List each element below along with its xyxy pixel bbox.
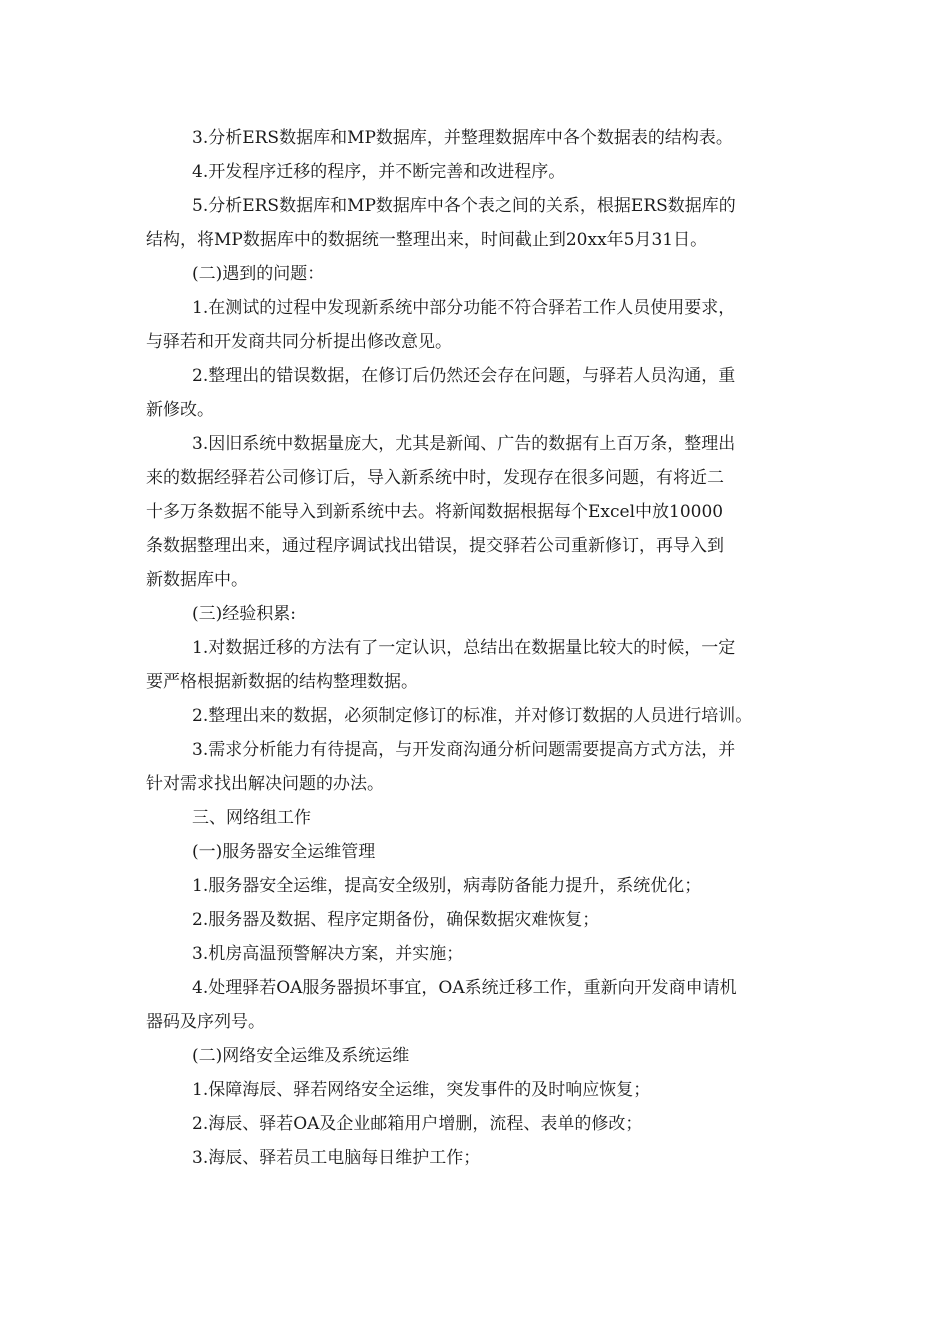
text-line: 与驿若和开发商共同分析提出修改意见。 [146,332,452,352]
document-body [146,121,810,1175]
text-line: 3.海辰、驿若员工电脑每日维护工作； [192,1148,481,1168]
text-line: 1.服务器安全运维，提高安全级别，病毒防备能力提升，系统优化； [192,876,702,896]
text-line: 新修改。 [146,400,214,420]
text-line: 3.分析ERS数据库和MP数据库，并整理数据库中各个数据表的结构表。 [192,128,733,148]
text-line: 器码及序列号。 [146,1012,265,1032]
text-line: 十多万条数据不能导入到新系统中去。将新闻数据根据每个Excel中放10000 [146,502,724,522]
text-line: 5.分析ERS数据库和MP数据库中各个表之间的关系，根据ERS数据库的 [192,196,736,216]
text-line: (三)经验积累: [192,604,296,624]
text-line: 2.整理出的错误数据，在修订后仍然还会存在问题，与驿若人员沟通，重 [192,366,736,386]
text-line: (一)服务器安全运维管理 [192,842,376,862]
text-line: 2.海辰、驿若OA及企业邮箱用户增删，流程、表单的修改； [192,1114,643,1134]
text-line: 1.对数据迁移的方法有了一定认识，总结出在数据量比较大的时候，一定 [192,638,736,658]
text-line: 3.需求分析能力有待提高，与开发商沟通分析问题需要提高方式方法，并 [192,740,736,760]
text-line: 结构，将MP数据库中的数据统一整理出来，时间截止到20xx年5月31日。 [146,230,708,250]
text-line: 4.处理驿若OA服务器损坏事宜，OA系统迁移工作，重新向开发商申请机 [192,978,737,998]
text-line: (二)遇到的问题： [192,264,325,284]
text-line: 1.在测试的过程中发现新系统中部分功能不符合驿若工作人员使用要求， [192,298,736,318]
text-line: 4.开发程序迁移的程序，并不断完善和改进程序。 [192,162,566,182]
text-line: 新数据库中。 [146,570,248,590]
text-line: 3.机房高温预警解决方案，并实施； [192,944,464,964]
text-line: 1.保障海辰、驿若网络安全运维，突发事件的及时响应恢复； [192,1080,651,1100]
text-line: 2.服务器及数据、程序定期备份，确保数据灾难恢复； [192,910,600,930]
text-line: 来的数据经驿若公司修订后，导入新系统中时，发现存在很多问题，有将近二 [146,468,724,488]
text-line: 三、网络组工作 [192,808,311,828]
text-line: 针对需求找出解决问题的办法。 [146,774,384,794]
text-line: 要严格根据新数据的结构整理数据。 [146,672,418,692]
text-line: 3.因旧系统中数据量庞大，尤其是新闻、广告的数据有上百万条，整理出 [192,434,736,454]
text-line: 2.整理出来的数据，必须制定修订的标准，并对修订数据的人员进行培训。 [192,706,753,726]
text-line: (二)网络安全运维及系统运维 [192,1046,410,1066]
text-line: 条数据整理出来，通过程序调试找出错误，提交驿若公司重新修订，再导入到 [146,536,724,556]
